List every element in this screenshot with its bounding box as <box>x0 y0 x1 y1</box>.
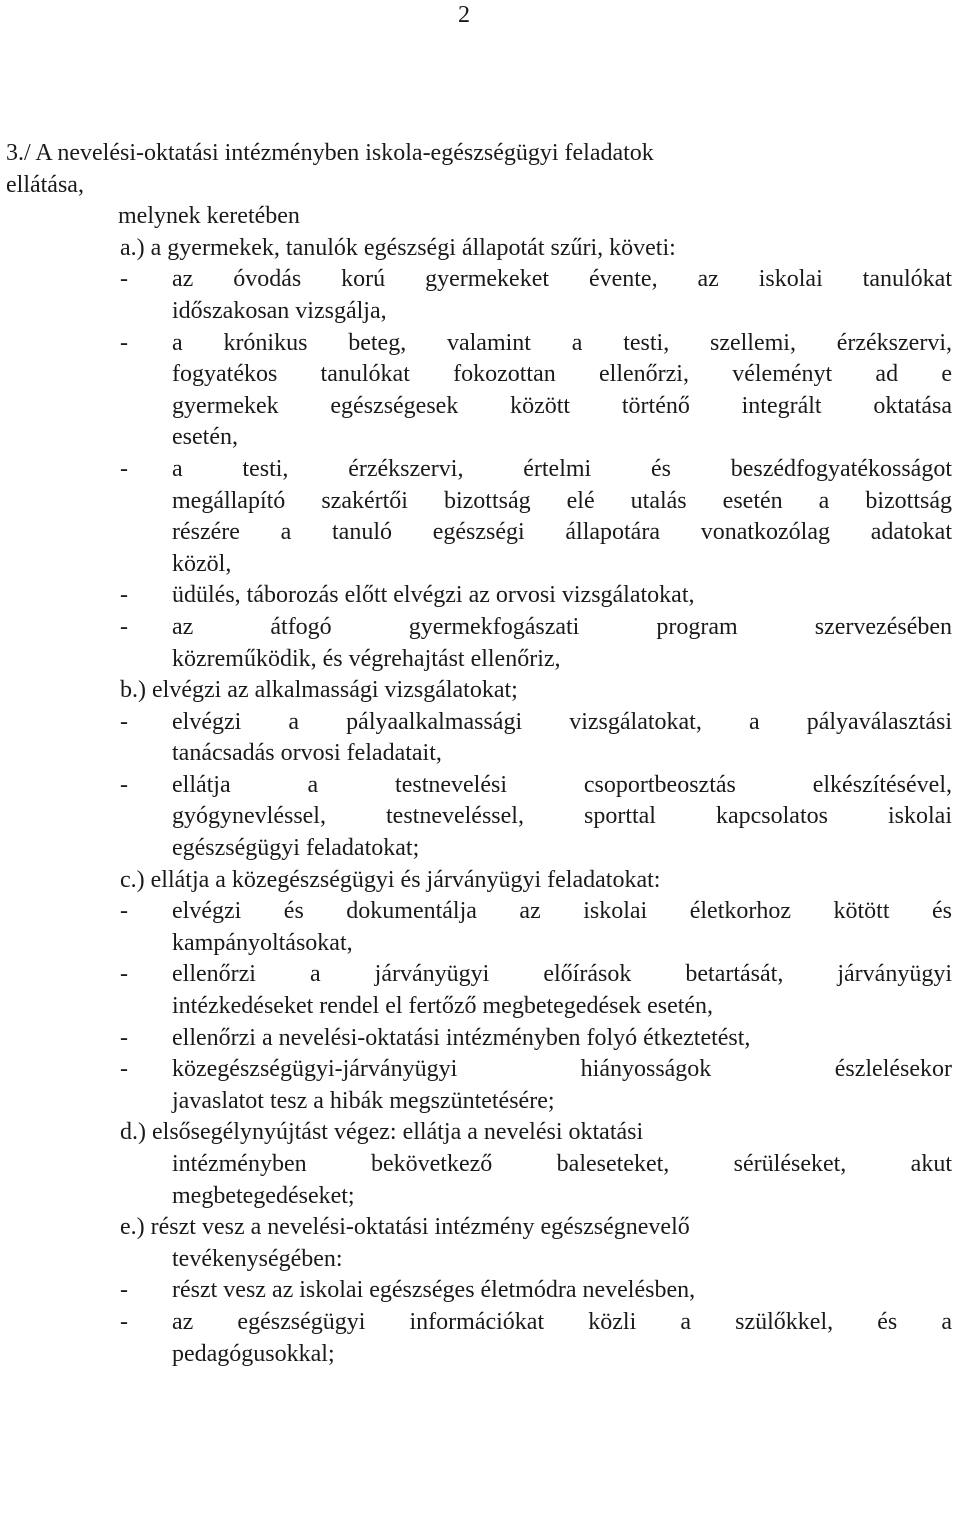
continuation-line: intézményben bekövetkező baleseteket, sérüléseket, akut <box>172 1151 952 1177</box>
section-0 <box>0 233 960 675</box>
list-item-line: elvégzi a pályaalkalmassági vizsgálatokat, a pályaválasztási <box>172 708 952 735</box>
section-2 <box>0 865 960 1118</box>
bullet-dash: - <box>120 613 128 640</box>
section-continuation <box>172 1244 952 1276</box>
list-item <box>0 1275 960 1307</box>
section-label: e.) részt vesz a nevelési-oktatási intézmény egészségnevelő <box>120 1214 690 1241</box>
list-item-line: gyógynevléssel, testneveléssel, sporttal kapcsolatos iskolai <box>172 803 952 830</box>
bullet-dash: - <box>120 1308 128 1335</box>
continuation-line: tevékenységében: <box>172 1245 343 1272</box>
section-continuation <box>172 1149 952 1212</box>
list-item-line: esetén, <box>172 424 238 451</box>
section-label: c.) ellátja a közegészségügyi és járványügyi feladatokat: <box>120 866 661 893</box>
bullet-dash: - <box>120 961 128 988</box>
bullet-dash: - <box>120 329 128 356</box>
bullet-dash: - <box>120 455 128 482</box>
section-label: b.) elvégzi az alkalmassági vizsgálatokat; <box>120 677 518 704</box>
list-item-line: részére a tanuló egészségi állapotára vonatkozólag adatokat <box>172 519 952 546</box>
section-label: d.) elsősegélynyújtást végez: ellátja a nevelési oktatási <box>120 1119 644 1146</box>
page-number: 2 <box>458 2 470 28</box>
list-item-line: üdülés, táborozás előtt elvégzi az orvosi vizsgálatokat, <box>172 582 695 609</box>
list-item-line: a testi, érzékszervi, értelmi és beszédfogyatékosságot <box>172 455 952 482</box>
sections-container <box>0 233 960 1370</box>
list-item <box>0 454 960 580</box>
section-heading-line-2: ellátása, <box>6 171 84 198</box>
intro-text: melynek keretében <box>118 203 300 230</box>
list-item <box>0 959 960 1022</box>
list-item-line: közöl, <box>172 550 232 577</box>
list-item-line: megállapító szakértői bizottság elé utalás esetén a bizottság <box>172 487 952 514</box>
list-item <box>0 580 960 612</box>
list-item-line: ellátja a testnevelési csoportbeosztás elkészítésével, <box>172 771 952 798</box>
list-item <box>0 1054 960 1117</box>
section-label: a.) a gyermekek, tanulók egészségi állapotát szűri, követi: <box>120 234 676 261</box>
bullet-dash: - <box>120 708 128 735</box>
list-item-line: ellenőrzi a nevelési-oktatási intézményben folyó étkeztetést, <box>172 1024 751 1051</box>
list-item <box>0 707 960 770</box>
continuation-line: megbetegedéseket; <box>172 1182 355 1209</box>
list-item-line: kampányoltásokat, <box>172 929 353 956</box>
bullet-dash: - <box>120 266 128 293</box>
list-item-line: a krónikus beteg, valamint a testi, szellemi, érzékszervi, <box>172 329 952 356</box>
list-item <box>0 770 960 865</box>
list-item-line: fogyatékos tanulókat fokozottan ellenőrzi, véleményt ad e <box>172 361 952 388</box>
list-item-line: intézkedéseket rendel el fertőző megbetegedések esetén, <box>172 993 714 1020</box>
bullet-dash: - <box>120 1277 128 1304</box>
list-item-line: közreműködik, és végrehajtást ellenőriz, <box>172 645 561 672</box>
list-item-line: pedagógusokkal; <box>172 1340 335 1367</box>
list-item-line: az óvodás korú gyermekeket évente, az iskolai tanulókat <box>172 266 952 293</box>
list-item <box>0 896 960 959</box>
list-item <box>0 264 960 327</box>
bullet-dash: - <box>120 1056 128 1083</box>
section-1 <box>0 675 960 865</box>
section-3 <box>0 1117 960 1212</box>
bullet-dash: - <box>120 898 128 925</box>
list-item <box>0 1023 960 1055</box>
list-item-line: részt vesz az iskolai egészséges életmódra nevelésben, <box>172 1277 696 1304</box>
list-item <box>0 1307 960 1370</box>
list-item-line: közegészségügyi-járványügyi hiányosságok észlelésekor <box>172 1056 952 1083</box>
list-item-line: javaslatot tesz a hibák megszüntetésére; <box>172 1087 555 1114</box>
list-item-line: ellenőrzi a járványügyi előírások betartását, járványügyi <box>172 961 952 988</box>
list-item-line: egészségügyi feladatokat; <box>172 835 420 862</box>
section-heading-line-1: 3./ A nevelési-oktatási intézményben iskola-egészségügyi feladatok <box>6 140 654 166</box>
list-item <box>0 612 960 675</box>
bullet-dash: - <box>120 582 128 609</box>
list-item-line: időszakosan vizsgálja, <box>172 297 387 324</box>
list-item-line: gyermekek egészségesek között történő integrált oktatása <box>172 392 952 419</box>
list-item-line: az átfogó gyermekfogászati program szervezésében <box>172 613 952 640</box>
document-body <box>0 138 960 1370</box>
bullet-dash: - <box>120 771 128 798</box>
bullet-dash: - <box>120 1024 128 1051</box>
section-4 <box>0 1212 960 1370</box>
list-item <box>0 328 960 454</box>
list-item-line: elvégzi és dokumentálja az iskolai életkorhoz kötött és <box>172 898 952 925</box>
list-item-line: tanácsadás orvosi feladatait, <box>172 740 442 767</box>
list-item-line: az egészségügyi információkat közli a szülőkkel, és a <box>172 1308 952 1335</box>
